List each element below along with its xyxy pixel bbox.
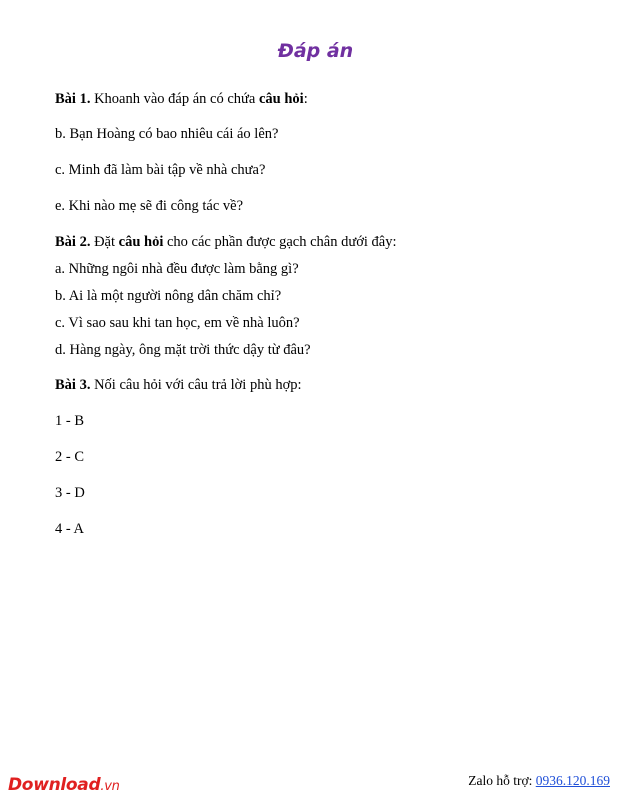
exercise-1-text-before: Khoanh vào đáp án có chứa bbox=[90, 91, 259, 107]
exercise-3-answer: 4 - A bbox=[55, 521, 84, 537]
exercise-3-answer: 1 - B bbox=[55, 413, 84, 429]
exercise-1-text-after: : bbox=[303, 91, 308, 107]
exercise-1-label: Bài 1. bbox=[55, 91, 91, 107]
exercise-2-bold: câu hỏi bbox=[118, 234, 164, 250]
exercise-1-bold: câu hỏi bbox=[258, 91, 304, 107]
exercise-2-answer: d. Hàng ngày, ông mặt trời thức dậy từ đâu? bbox=[55, 342, 311, 358]
exercise-3-text: Nối câu hỏi với câu trả lời phù hợp: bbox=[90, 377, 302, 393]
exercise-1-answer: e. Khi nào mẹ sẽ đi công tác về? bbox=[55, 198, 244, 214]
exercise-1-heading bbox=[55, 90, 308, 108]
logo-suffix-text: .vn bbox=[100, 779, 120, 794]
exercise-3-label: Bài 3. bbox=[55, 377, 91, 393]
exercise-3-answer: 3 - D bbox=[55, 485, 85, 501]
exercise-3-answer: 2 - C bbox=[55, 449, 84, 465]
zalo-support bbox=[468, 773, 610, 789]
support-phone-link[interactable]: 0936.120.169 bbox=[535, 773, 610, 788]
exercise-3-heading bbox=[55, 376, 302, 394]
exercise-1-answer: b. Bạn Hoàng có bao nhiêu cái áo lên? bbox=[55, 126, 279, 142]
exercise-1-answer: c. Minh đã làm bài tập về nhà chưa? bbox=[55, 162, 266, 178]
download-vn-logo[interactable] bbox=[8, 775, 120, 795]
exercise-2-text-after: cho các phần được gạch chân dưới đây: bbox=[163, 234, 397, 250]
exercise-2-text-before: Đặt bbox=[90, 234, 119, 250]
exercise-2-answer: b. Ai là một người nông dân chăm chỉ? bbox=[55, 288, 282, 304]
logo-main-text: Download bbox=[8, 775, 101, 795]
exercise-2-answer: c. Vì sao sau khi tan học, em về nhà luôn? bbox=[55, 315, 300, 331]
page-title: Đáp án bbox=[277, 40, 354, 62]
exercise-2-label: Bài 2. bbox=[55, 234, 91, 250]
exercise-2-heading bbox=[55, 233, 397, 251]
support-label: Zalo hỗ trợ: bbox=[468, 773, 536, 788]
exercise-2-answer: a. Những ngôi nhà đều được làm bằng gì? bbox=[55, 261, 299, 277]
